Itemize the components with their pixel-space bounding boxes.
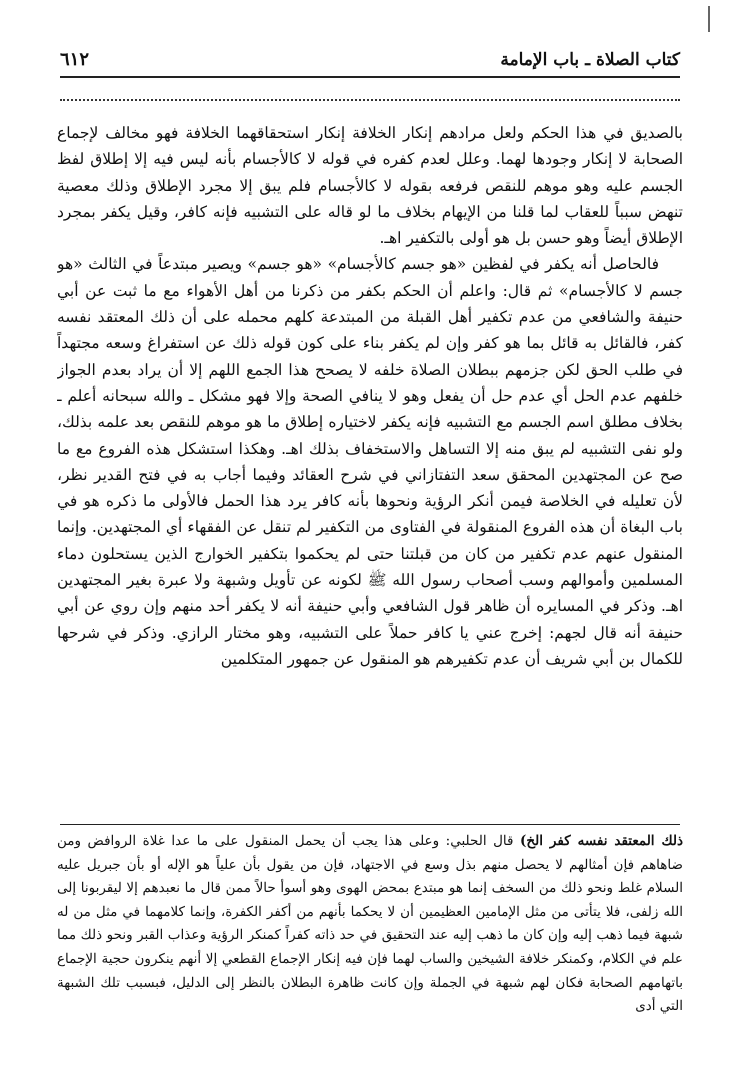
page-number: ٦١٢ xyxy=(60,49,90,70)
dotted-separator xyxy=(60,99,680,101)
running-header xyxy=(60,36,680,70)
running-title: كتاب الصلاة ـ باب الإمامة xyxy=(500,50,680,70)
footnote-lead: ذلك المعتقد نفسه كفر الخ) xyxy=(520,833,683,849)
footnote-rule xyxy=(60,824,680,825)
footnote-paragraph xyxy=(57,830,683,1019)
footnote-body: قال الحلبي: وعلى هذا يجب أن يحمل المنقول على ما عدا غلاة الروافض ومن ضاهاهم فإن أمثالهم لا يحصل منهم بذل وسع في الاجتهاد، فإن من يقول بأن علياً هو الإله أو بأن جبريل عليه السلام غلط ونحو ذلك من السخف إنما هو مبتدع بمحض الهوى وهو أسوأ حالاً ممن قال ما نعبدهم إلا ليقربونا إلى الله زلفى، فلا يتأتى من مثل الإمامين العظيمين أن لا يحكما بأنهم من أكفر الكفرة، وإنما كلامهما في مثل من له شبهة فيما ذهب إليه وإن كان ما ذهب إليه عند التحقيق في حد ذاته كفراً كمنكر الرؤية وعذاب القبر ونحو ذلك مما علم في الكلام، وكمنكر خلافة الشيخين والساب لهما فإن فيه إنكار الإجماع القطعي إلا أنهم ينكرون حجية الإجماع باتهامهم الصحابة فكان لهم شبهة في الجملة وإن كانت ظاهرة البطلان بالنظر إلى الدليل، فبسبب تلك الشبهة التي أدى xyxy=(57,833,683,1015)
margin-mark xyxy=(708,6,710,32)
main-body xyxy=(57,120,683,800)
body-paragraph-1: بالصديق في هذا الحكم ولعل مرادهم إنكار الخلافة إنكار استحقاقهما الخلافة فهو مخالف لإجماع الصحابة لا إنكار وجودها لهما. وعلل لعدم كفره في قوله لا كالأجسام بأنه ليس فيه إلا إطلاق لفظ الجسم عليه وهو موهم للنقص فرفعه بقوله لا كالأجسام فلم يبق إلا مجرد الإطلاق وذلك معصية تنهض سبباً للعقاب لما قلنا من الإيهام بخلاف ما لو قاله على التشبيه فإنه كافر، وقيل يكفر بمجرد الإطلاق أيضاً وهو حسن بل هو أولى بالتكفير اهـ. xyxy=(57,124,683,248)
body-paragraph-2: فالحاصل أنه يكفر في لفظين «هو جسم كالأجسام» «هو جسم» ويصير مبتدعاً في الثالث «هو جسم لا كالأجسام» ثم قال: واعلم أن الحكم بكفر من ذكرنا من أهل الأهواء مع ما ثبت عن أبي حنيفة والشافعي من عدم تكفير أهل القبلة من المبتدعة كلهم محمله على أن ذلك المعتقد نفسه كفر، فالقائل به قائل بما هو كفر وإن لم يكفر بناء على كون قوله ذلك عن استفراغ وسعه مجتهداً في طلب الحق لكن جزمهم ببطلان الصلاة خلفه لا يصحح هذا الجمع اللهم إلا أن يراد بعدم الجواز خلفهم عدم الحل أي عدم حل أن يفعل وهو لا ينافي الصحة وإلا فهو مشكل ـ والله سبحانه أعلم ـ بخلاف مطلق اسم الجسم مع التشبيه فإنه يكفر لاختياره إطلاق ما هو موهم للنقص بعد علمه بذلك، ولو نفى التشبيه لم يبق منه إلا التساهل والاستخفاف بذلك اهـ. وهكذا استشكل هذه الفروع مع ما صح عن المجتهدين المحقق سعد التفتازاني في شرح العقائد وفيما أجاب به في فتح القدير نظر، لأن تعليله في الخلاصة فيمن أنكر الرؤية ونحوها بأنه كافر يرد هذا الحمل فالأولى ما ذكره هو في باب البغاة أن هذه الفروع المنقولة في الفتاوى من التكفير لم تنقل عن الفقهاء أي المجتهدين. وإنما المنقول عنهم عدم تكفير من كان من قبلتنا حتى لم يحكموا بتكفير الخوارج الذين يستحلون دماء المسلمين وأموالهم وسب أصحاب رسول الله ﷺ لكونه عن تأويل وشبهة ولا عبرة بغير المجتهدين اهـ. وذكر في المسايره أن ظاهر قول الشافعي وأبي حنيفة أنه لا يكفر أحد منهم وإن روي عن أبي حنيفة أنه قال لجهم: إخرج عني يا كافر حملاً على التشبيه، وهو مختار الرازي. وذكر في شرحها للكمال بن أبي شريف أن عدم تكفيرهم هو المنقول عن جمهور المتكلمين xyxy=(57,255,683,668)
footnote-area xyxy=(57,830,683,1075)
header-rule xyxy=(60,76,680,78)
